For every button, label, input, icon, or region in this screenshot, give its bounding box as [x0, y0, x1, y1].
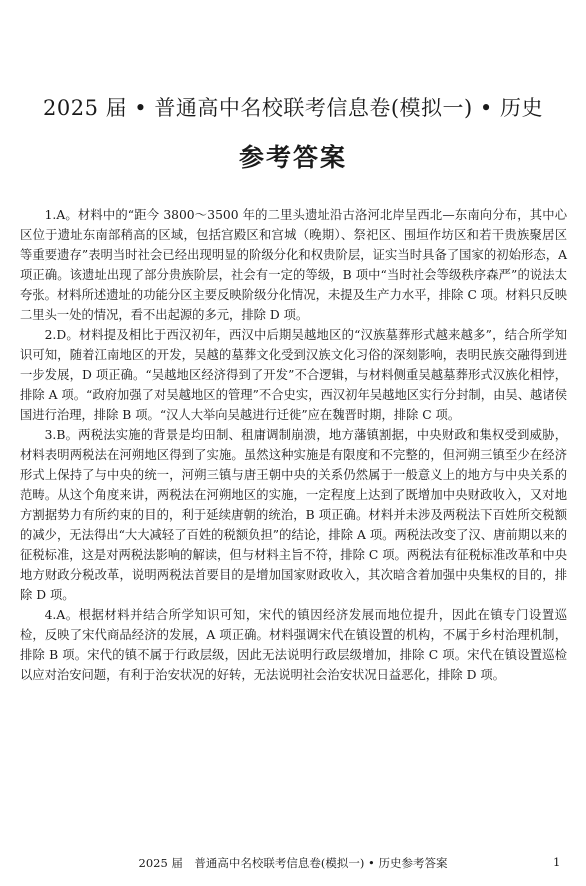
answer-1: 1.A。材料中的“距今 3800～3500 年的二里头遗址沿古洛河北岸呈西北—东南向分布，其中心区位于遗址东南部稍高的区域，包括宫殿区和宫城（晚期）、祭祀区、围垣作坊区和若干贵族聚居区等重要遗存”表明当时社会已经出现明显的阶级分化和权贵阶层，证实当时具备了国家的初始形态，A 项正确。该遗址出现了部分贵族阶层，社会有一定的等级，B 项中“当时社会等级秩序森严”的说法太夸张。材料所述遗址的功能分区主要反映阶级分化情况，未提及生产力水平，排除 C 项。材料只反映二里头一处的情况，看不出起源的多元，排除 D 项。	[20, 208, 567, 322]
page-number: 1	[553, 855, 561, 869]
footer-text: 2025 届 普通高中名校联考信息卷(模拟一) • 历史参考答案	[138, 856, 448, 870]
document-title: 2025 届 • 普通高中名校联考信息卷(模拟一) • 历史	[43, 96, 543, 120]
answer-4: 4.A。根据材料并结合所学知识可知，宋代的镇因经济发展而地位提升，因此在镇专门设置巡检，反映了宋代商品经济的发展，A 项正确。材料强调宋代在镇设置的机构，不属于乡村治理机制，排除 B 项。宋代的镇不属于行政层级，因此无法说明行政层级增加，排除 C 项。宋代在镇设置巡检以应对治安问题，有利于治安状况的好转，无法说明社会治安状况日益恶化，排除 D 项。	[20, 608, 567, 682]
answer-body	[20, 205, 567, 685]
answer-3: 3.B。两税法实施的背景是均田制、租庸调制崩溃，地方藩镇割据，中央财政和集权受到威胁，材料表明两税法在河朔地区得到了实施。虽然这种实施是有限度和不完整的，但河朔三镇至少在经济形式上保持了与中央的统一，河朔三镇与唐王朝中央的关系仍然属于一般意义上的地方与中央关系的范畴。从这个角度来讲，两税法在河朔地区的实施，一定程度上达到了既增加中央财政收入，又对地方割据势力有所约束的目的，利于延续唐朝的统治，B 项正确。材料并未涉及两税法下百姓所交税额的减少，无法得出“大大减轻了百姓的税额负担”的结论，排除 A 项。两税法改变了汉、唐前期以来的征税标准，这是对两税法影响的解读，但与材料主旨不符，排除 C 项。两税法有征税标准改革和中央地方财政分税改革，说明两税法首要目的是增加国家财政收入，其次暗含着加强中央集权的目的，排除 D 项。	[20, 428, 567, 602]
document-subtitle: 参考答案	[238, 143, 347, 172]
answer-2: 2.D。材料提及相比于西汉初年，西汉中后期吴越地区的“汉族墓葬形式越来越多”，结合所学知识可知，随着江南地区的开发，吴越的墓葬文化受到汉族文化习俗的深刻影响，表明民族交融得到进一步发展，D 项正确。“吴越地区经济得到了开发”不合逻辑，与材料侧重吴越墓葬形式汉族化相悖，排除 A 项。“政府加强了对吴越地区的管理”不合史实，西汉初年吴越地区实行分封制，由吴、越诸侯国进行治理，排除 B 项。“汉人大举向吴越进行迁徙”应在魏晋时期，排除 C 项。	[20, 328, 567, 422]
